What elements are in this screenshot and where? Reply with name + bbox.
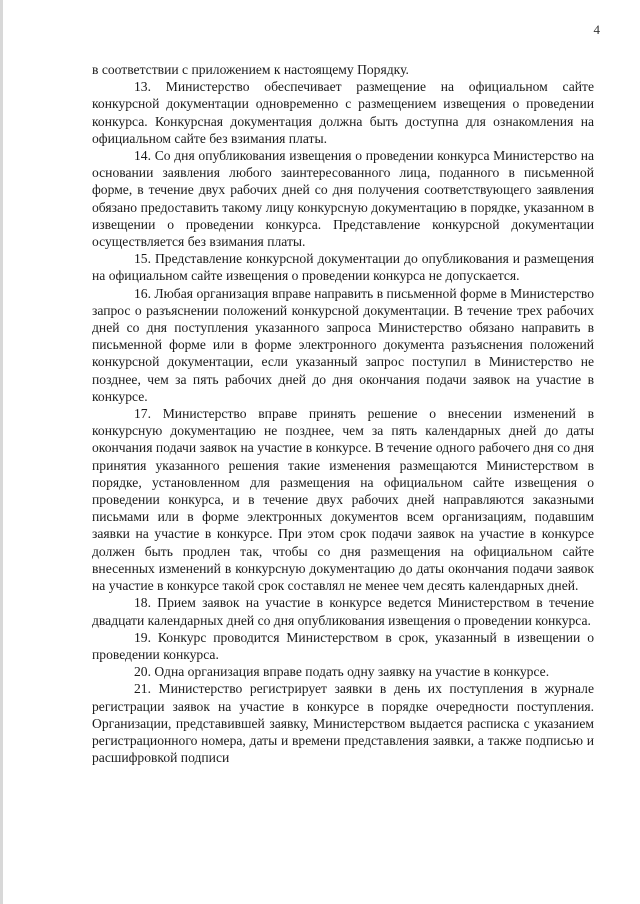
paragraph-15: 15. Представление конкурсной документации до опубликования и размещения на официальном сайте извещения о проведении конкурса не допускается.	[92, 251, 594, 284]
document-body	[92, 61, 594, 766]
paragraph-14: 14. Со дня опубликования извещения о проведении конкурса Министерство на основании заявления любого заинтересованного лица, поданного в письменной форме, в течение двух рабочих дней со дня получения соответствующего заявления обязано предоставить такому лицу конкурсную документацию в порядке, указанном в извещении о проведении конкурса. Представление конкурсной документации осуществляется без взимания платы.	[92, 148, 594, 250]
paragraph-20: 20. Одна организация вправе подать одну заявку на участие в конкурсе.	[134, 664, 550, 680]
paragraph-13: 13. Министерство обеспечивает размещение на официальном сайте конкурсной документации одновременно с размещением извещения о проведении конкурса. Конкурсная документация должна быть доступна для ознакомления на официальном сайте без взимания платы.	[92, 79, 594, 146]
paragraph-18: 18. Прием заявок на участие в конкурсе ведется Министерством в течение двадцати календарных дней со дня опубликования извещения о проведении конкурса.	[92, 595, 594, 628]
scan-edge-shadow	[0, 0, 3, 904]
paragraph-19: 19. Конкурс проводится Министерством в срок, указанный в извещении о проведении конкурса.	[92, 629, 594, 662]
page-number: 4	[593, 22, 600, 37]
paragraph-16: 16. Любая организация вправе направить в письменной форме в Министерство запрос о разъяснении положений конкурсной документации. В течение трех рабочих дней со дня поступления указанного запроса Министерство обязано направить в письменной форме или в форме электронного документа разъяснения положений конкурсной документации, если указанный запрос поступил в Министерство не позднее, чем за пять рабочих дней до дня окончания подачи заявок на участие в конкурсе.	[92, 285, 594, 404]
paragraph-continuation: в соответствии с приложением к настоящему Порядку.	[92, 62, 409, 77]
paragraph-17: 17. Министерство вправе принять решение о внесении изменений в конкурсную документацию не позднее, чем за пять календарных дней до даты окончания подачи заявок на участие в конкурсе. В течение одного рабочего дня со дня принятия указанного решения такие изменения размещаются Министерством в порядке, установленном для размещения на официальном сайте извещения о проведении конкурса, и в течение двух рабочих дней направляются заказными письмами или в форме электронных документов всем организациям, подавшим заявки на участие в конкурсе. При этом срок подачи заявок на участие в конкурсе должен быть продлен так, чтобы со дня размещения на официальном сайте внесенных изменений в конкурсную документацию до даты окончания подачи заявок на участие в конкурсе такой срок составлял не менее чем десять календарных дней.	[92, 406, 594, 594]
paragraph-21: 21. Министерство регистрирует заявки в день их поступления в журнале регистрации заявок на участие в конкурсе в порядке очередности поступления. Организации, представившей заявку, Министерством выдается расписка с указанием регистрационного номера, даты и времени представления заявки, а также подписью и расшифровкой подписи	[92, 681, 594, 766]
